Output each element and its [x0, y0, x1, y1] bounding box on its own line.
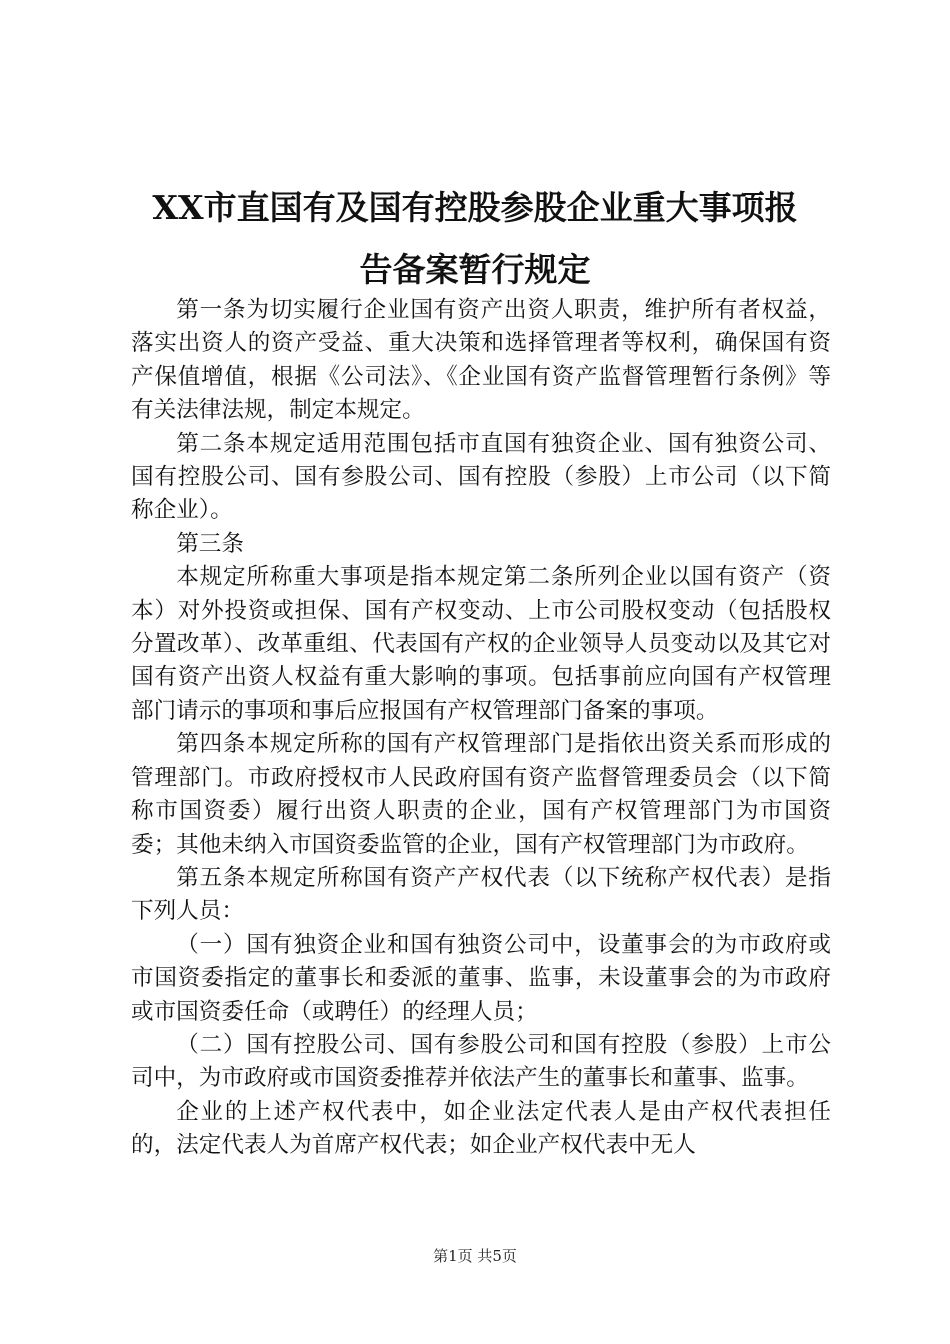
page-total: 共5页	[477, 1247, 517, 1265]
document-title-line-2: 告备案暂行规定	[359, 250, 591, 289]
paragraph-article-1: 第一条为切实履行企业国有资产出资人职责，维护所有者权益，落实出资人的资产受益、重大决策和选择管理者等权利，确保国有资产保值增值，根据《公司法》、《企业国有资产监督管理暂行条例》等有关法律法规，制定本规定。	[131, 297, 831, 424]
paragraph-representatives: 企业的上述产权代表中，如企业法定代表人是由产权代表担任的，法定代表人为首席产权代表；如企业产权代表中无人	[131, 1098, 831, 1159]
document-title-line-1: XX市直国有及国有控股参股企业重大事项报	[152, 188, 798, 227]
paragraph-article-5: 第五条本规定所称国有资产产权代表（以下统称产权代表）是指下列人员：	[131, 864, 831, 925]
document-body	[131, 294, 831, 1163]
page-footer	[0, 1246, 950, 1266]
page-number: 第1页	[433, 1247, 473, 1265]
paragraph-item-2: （二）国有控股公司、国有参股公司和国有控股（参股）上市公司中，为市政府或市国资委推荐并依法产生的董事长和董事、监事。	[131, 1031, 831, 1092]
paragraph-item-1: （一）国有独资企业和国有独资公司中，设董事会的为市政府或市国资委指定的董事长和委派的董事、监事，未设董事会的为市政府或市国资委任命（或聘任）的经理人员；	[131, 931, 831, 1025]
paragraph-article-3-heading: 第三条	[176, 530, 244, 557]
paragraph-article-3-body: 本规定所称重大事项是指本规定第二条所列企业以国有资产（资本）对外投资或担保、国有产权变动、上市公司股权变动（包括股权分置改革）、改革重组、代表国有产权的企业领导人员变动以及其它对国有资产出资人权益有重大影响的事项。包括事前应向国有产权管理部门请示的事项和事后应报国有产权管理部门备案的事项。	[131, 564, 831, 724]
paragraph-article-4: 第四条本规定所称的国有产权管理部门是指依出资关系而形成的管理部门。市政府授权市人民政府国有资产监督管理委员会（以下简称市国资委）履行出资人职责的企业，国有产权管理部门为市国资委；其他未纳入市国资委监管的企业，国有产权管理部门为市政府。	[131, 731, 831, 858]
paragraph-article-2: 第二条本规定适用范围包括市直国有独资企业、国有独资公司、国有控股公司、国有参股公司、国有控股（参股）上市公司（以下简称企业）。	[131, 430, 831, 524]
